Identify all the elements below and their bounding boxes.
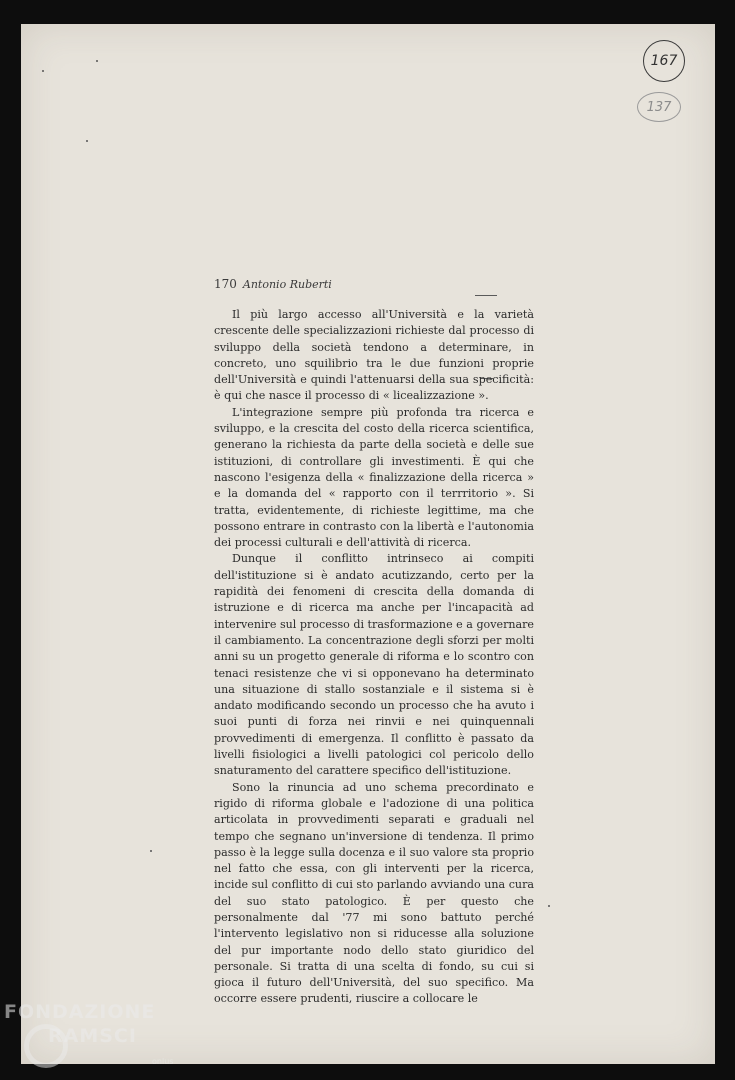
- watermark-line1: FONDAZIONE: [4, 1001, 156, 1023]
- scan-speck: [42, 70, 44, 72]
- paragraph: Il più largo accesso all'Università e la varietà crescente delle specializzazioni richieste dal processo di sviluppo della società tendono a determinare, in concreto, uno squilibrio tra le due funzioni proprie dell'Università e quindi l'attenuarsi della sua specificità: è qui che nasce il processo di « licealizzazione ».: [214, 308, 534, 403]
- scan-speck: [86, 140, 88, 142]
- watermark-line2: RAMSCI: [48, 1025, 137, 1047]
- paragraph: L'integrazione sempre più profonda tra ricerca e sviluppo, e la crescita del costo della ricerca scientifica, generano la richiesta da parte della società e delle sue istituzioni, di controllare gli investimenti. È qui che nascono l'esigenza della « finalizzazione della ricerca » e la domanda del « rapporto con il terrritorio ». Si tratta, evidentemente, di richieste legittime, ma che possono entrare in contrasto con la libertà e l'autonomia dei processi culturali e dell'attività di ricerca.: [214, 405, 534, 550]
- watermark-onlus: onlus: [152, 1057, 174, 1066]
- header-rule: [475, 295, 497, 296]
- archive-number-stamp: 167: [643, 40, 685, 82]
- paragraph: Sono la rinuncia ad uno schema precordinato e rigido di riforma globale e l'adozione di una politica articolata in provvedimenti separati e graduali nel tempo che segnano un'inversione di tendenza. Il primo passo è la legge sulla docenza e il suo valore sta proprio nel fatto che essa, con gli interventi per la ricerca, incide sul conflitto di cui sto parlando avviando una cura del suo stato patologico. È per questo che personalmente dal '77 mi sono battuto perché l'intervento legislativo non si riducesse alla soluzione del pur importante nodo dello stato giuridico del personale. Si tratta di una scelta di fondo, su cui si gioca il futuro dell'Università, del suo specifico. Ma occorre essere prudenti, riuscire a collocare le: [214, 780, 534, 1006]
- running-header: [214, 277, 332, 291]
- scan-speck: [150, 850, 152, 852]
- scan-speck: [548, 905, 550, 907]
- watermark: [4, 1000, 174, 1066]
- author-name: Antonio Ruberti: [242, 278, 332, 291]
- body-text: [214, 307, 534, 1008]
- paragraph: Dunque il conflitto intrinseco ai compiti dell'istituzione si è andato acutizzando, certo per la rapidità dei fenomeni di crescita della domanda di istruzione e di ricerca ma anche per l'incapacità ad intervenire sul processo di trasformazione e a governare il cambiamento. La concentrazione degli sforzi per molti anni su un progetto generale di riforma e lo scontro con tenaci resistenze che vi si opponevano ha determinato una situazione di stallo sostanziale e il sistema si è andato modificando secondo un processo che ha avuto i suoi punti di forza nei rinvii e nei quinquennali provvedimenti di emergenza. Il conflitto è passato da livelli fisiologici a livelli patologici col pericolo dello snaturamento del carattere specifico dell'istituzione.: [214, 552, 534, 778]
- archive-number-stamp-secondary: 137: [637, 92, 681, 122]
- page-number: 170: [214, 277, 237, 291]
- scan-speck: [96, 60, 98, 62]
